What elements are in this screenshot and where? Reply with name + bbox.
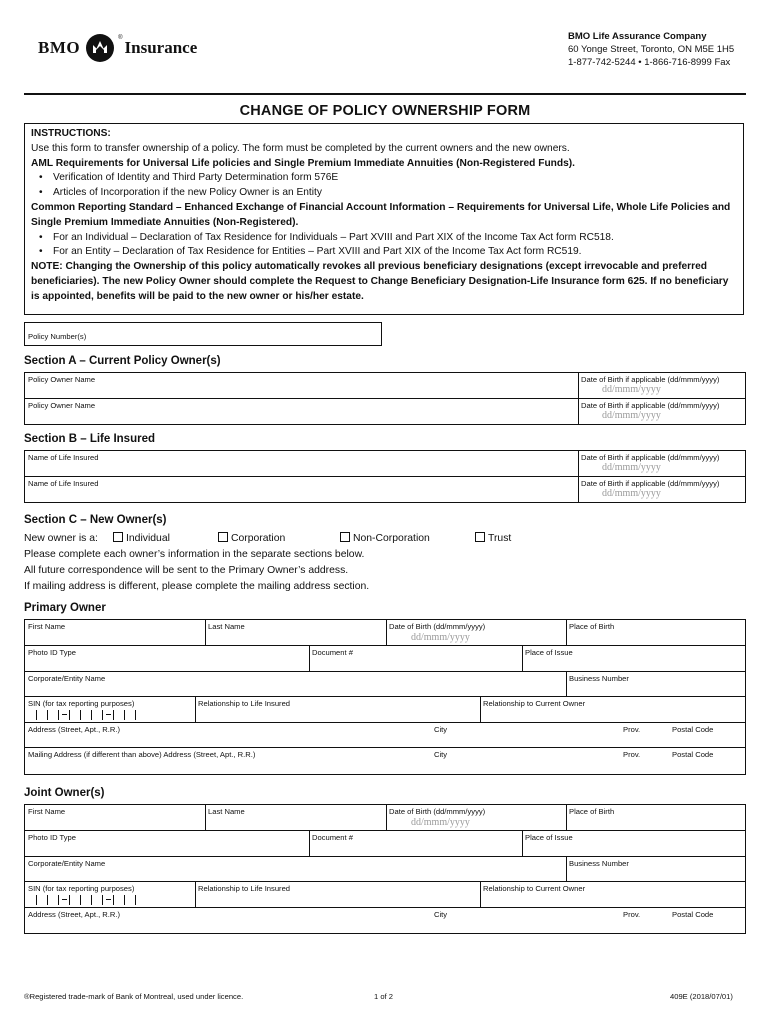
mailing-address-field[interactable]	[25, 748, 425, 762]
place-of-birth-field[interactable]	[566, 805, 745, 819]
postal-code-label: Postal Code	[672, 910, 714, 919]
dob-placeholder: dd/mmm/yyyy	[411, 817, 470, 828]
postal-code-field[interactable]	[669, 723, 745, 737]
option-non-corporation[interactable]	[340, 531, 430, 547]
primary-owner-table	[24, 619, 746, 775]
province-label: Prov.	[623, 910, 641, 919]
business-number-field[interactable]	[566, 857, 745, 871]
city-label: City	[434, 910, 448, 919]
section-b-heading: Section B – Life Insured	[24, 433, 155, 445]
crs-bullet: • For an Entity – Declaration of Tax Residence for Entities – Part XVIII and Part XIX of the Income Tax Act form RC519.	[31, 245, 737, 260]
last-name-field[interactable]	[205, 620, 386, 634]
instructions-box	[24, 123, 744, 315]
section-b-table	[24, 450, 746, 503]
life-insured-name-label: Name of Life Insured	[28, 479, 99, 488]
relationship-current-owner-field[interactable]	[480, 882, 745, 896]
sin-label: SIN (for tax reporting purposes)	[28, 699, 135, 708]
trust-label: Trust	[488, 533, 512, 544]
policy-owner-name-field[interactable]	[25, 399, 578, 424]
policy-number-label: Policy Number(s)	[28, 332, 87, 341]
address-label: Address (Street, Apt., R.R.)	[28, 910, 120, 919]
place-of-birth-label: Place of Birth	[569, 807, 615, 816]
place-of-issue-label: Place of Issue	[525, 833, 573, 842]
policy-owner-name-label: Policy Owner Name	[28, 401, 96, 410]
first-name-field[interactable]	[25, 620, 205, 634]
dob-placeholder: dd/mmm/yyyy	[411, 632, 470, 643]
province-label: Prov.	[623, 725, 641, 734]
section-c-note: All future correspondence will be sent to the Primary Owner’s address.	[24, 565, 349, 576]
document-number-field[interactable]	[309, 646, 522, 660]
postal-code-label: Postal Code	[672, 725, 714, 734]
new-owner-type-label: New owner is a:	[24, 533, 98, 544]
city-field[interactable]	[431, 908, 611, 922]
joint-owner-heading: Joint Owner(s)	[24, 787, 105, 799]
sin-field[interactable]	[25, 697, 195, 711]
city-label: City	[434, 725, 448, 734]
sin-field[interactable]	[25, 882, 195, 896]
photo-id-type-label: Photo ID Type	[28, 833, 76, 842]
company-info	[568, 30, 734, 69]
form-title: CHANGE OF POLICY OWNERSHIP FORM	[239, 103, 531, 119]
address-field[interactable]	[25, 908, 425, 922]
aml-heading: AML Requirements for Universal Life policies and Single Premium Immediate Annuities (Non-Registered Funds).	[31, 157, 575, 169]
city-label: City	[434, 750, 448, 759]
dob-label: Date of Birth if applicable (dd/mmm/yyyy)	[581, 401, 720, 410]
place-of-issue-label: Place of Issue	[525, 648, 573, 657]
city-field[interactable]	[431, 723, 611, 737]
dob-label: Date of Birth if applicable (dd/mmm/yyyy)	[581, 375, 720, 384]
instructions-intro: Use this form to transfer ownership of a policy. The form must be completed by the current owners and the new owners.	[31, 142, 570, 154]
document-number-label: Document #	[312, 648, 353, 657]
corporation-label: Corporation	[231, 533, 286, 544]
photo-id-type-field[interactable]	[25, 646, 309, 660]
last-name-field[interactable]	[205, 805, 386, 819]
dob-label: Date of Birth if applicable (dd/mmm/yyyy)	[581, 453, 720, 462]
corporate-entity-name-field[interactable]	[25, 672, 566, 686]
relationship-life-insured-label: Relationship to Life Insured	[198, 699, 291, 708]
title-rule	[24, 93, 746, 95]
photo-id-type-field[interactable]	[25, 831, 309, 845]
photo-id-type-label: Photo ID Type	[28, 648, 76, 657]
non-corporation-checkbox[interactable]	[340, 532, 350, 542]
logo-bmo-text: BMO	[38, 38, 81, 57]
place-of-birth-label: Place of Birth	[569, 622, 615, 631]
bmo-roundel-icon	[86, 34, 114, 62]
option-corporation[interactable]	[218, 531, 285, 547]
section-c-note: Please complete each owner’s information in the separate sections below.	[24, 549, 365, 560]
instructions-heading: INSTRUCTIONS:	[31, 128, 111, 139]
registered-mark: ®	[118, 35, 123, 41]
relationship-current-owner-field[interactable]	[480, 697, 745, 711]
relationship-current-owner-label: Relationship to Current Owner	[483, 884, 586, 893]
document-number-label: Document #	[312, 833, 353, 842]
non-corporation-label: Non-Corporation	[353, 533, 430, 544]
corporate-entity-name-label: Corporate/Entity Name	[28, 674, 106, 683]
address-label: Address (Street, Apt., R.R.)	[28, 725, 120, 734]
page-number: 1 of 2	[374, 992, 393, 1001]
place-of-birth-field[interactable]	[566, 620, 745, 634]
document-number-field[interactable]	[309, 831, 522, 845]
company-phone-fax: 1-877-742-5244 • 1-866-716-8999 Fax	[568, 57, 731, 68]
sin-digit-boxes[interactable]	[36, 710, 146, 720]
individual-checkbox[interactable]	[113, 532, 123, 542]
relationship-life-insured-field[interactable]	[195, 882, 480, 896]
sin-label: SIN (for tax reporting purposes)	[28, 884, 135, 893]
mailing-city-field[interactable]	[431, 748, 611, 762]
life-insured-name-label: Name of Life Insured	[28, 453, 99, 462]
individual-label: Individual	[126, 533, 170, 544]
dob-placeholder: dd/mmm/yyyy	[602, 410, 661, 421]
last-name-label: Last Name	[208, 622, 245, 631]
mailing-province-field[interactable]	[620, 748, 670, 762]
trust-checkbox[interactable]	[475, 532, 485, 542]
province-field[interactable]	[620, 908, 670, 922]
dob-label: Date of Birth (dd/mmm/yyyy)	[389, 807, 486, 816]
dob-placeholder: dd/mmm/yyyy	[602, 488, 661, 499]
first-name-label: First Name	[28, 622, 66, 631]
logo-insurance-text: Insurance	[124, 38, 198, 57]
postal-code-field[interactable]	[669, 908, 745, 922]
province-label: Prov.	[623, 750, 641, 759]
first-name-label: First Name	[28, 807, 66, 816]
place-of-issue-field[interactable]	[522, 646, 745, 660]
section-c-note: If mailing address is different, please complete the mailing address section.	[24, 581, 370, 592]
corporation-checkbox[interactable]	[218, 532, 228, 542]
sin-digit-boxes[interactable]	[36, 895, 146, 905]
beneficiary-note: NOTE: Changing the Ownership of this policy automatically revokes all previous beneficiary designations (except irrevocable and preferred beneficiaries). The new Policy Owner should complete the Request to Change Beneficiary Designation-Life Insurance form 625. If no beneficiary is appointed, benefits will be paid to the new owner or his/her estate.	[31, 261, 729, 302]
postal-code-label: Postal Code	[672, 750, 714, 759]
life-insured-name-field[interactable]	[25, 451, 578, 476]
crs-bullet: • For an Individual – Declaration of Tax Residence for Individuals – Part XVIII and Part XIX of the Income Tax Act form RC518.	[31, 231, 737, 246]
form-id: 409E (2018/07/01)	[670, 992, 733, 1001]
aml-bullet: • Articles of Incorporation if the new Policy Owner is an Entity	[31, 186, 737, 201]
policy-number-field[interactable]	[24, 322, 382, 346]
joint-owner-table	[24, 804, 746, 934]
place-of-issue-field[interactable]	[522, 831, 745, 845]
last-name-label: Last Name	[208, 807, 245, 816]
section-a-table	[24, 372, 746, 425]
trademark-notice: ®Registered trade-mark of Bank of Montreal, used under licence.	[24, 992, 244, 1001]
option-trust[interactable]	[475, 531, 511, 547]
mailing-address-label: Mailing Address (if different than above) Address (Street, Apt., R.R.)	[28, 750, 256, 759]
address-field[interactable]	[25, 723, 425, 737]
first-name-field[interactable]	[25, 805, 205, 819]
mailing-postal-code-field[interactable]	[669, 748, 745, 762]
section-c-heading: Section C – New Owner(s)	[24, 514, 167, 526]
primary-owner-heading: Primary Owner	[24, 602, 106, 614]
dob-label: Date of Birth (dd/mmm/yyyy)	[389, 622, 486, 631]
dob-placeholder: dd/mmm/yyyy	[602, 384, 661, 395]
relationship-current-owner-label: Relationship to Current Owner	[483, 699, 586, 708]
policy-owner-name-label: Policy Owner Name	[28, 375, 96, 384]
relationship-life-insured-label: Relationship to Life Insured	[198, 884, 291, 893]
company-name: BMO Life Assurance Company	[568, 31, 707, 42]
crs-heading: Common Reporting Standard – Enhanced Exchange of Financial Account Information – Requirements for Universal Life, Whole Life Policies and Single Premium Immediate Annuities (Non-Registered).	[31, 201, 731, 228]
business-number-label: Business Number	[569, 674, 629, 683]
business-number-field[interactable]	[566, 672, 745, 686]
dob-label: Date of Birth if applicable (dd/mmm/yyyy)	[581, 479, 720, 488]
policy-owner-name-field[interactable]	[25, 373, 578, 398]
dob-placeholder: dd/mmm/yyyy	[602, 462, 661, 473]
bmo-insurance-logo	[38, 32, 197, 64]
corporate-entity-name-field[interactable]	[25, 857, 566, 871]
aml-bullet: • Verification of Identity and Third Party Determination form 576E	[31, 171, 737, 186]
province-field[interactable]	[620, 723, 670, 737]
life-insured-name-field[interactable]	[25, 477, 578, 502]
section-a-heading: Section A – Current Policy Owner(s)	[24, 355, 221, 367]
corporate-entity-name-label: Corporate/Entity Name	[28, 859, 106, 868]
option-individual[interactable]	[113, 531, 170, 547]
company-address: 60 Yonge Street, Toronto, ON M5E 1H5	[568, 44, 735, 55]
relationship-life-insured-field[interactable]	[195, 697, 480, 711]
business-number-label: Business Number	[569, 859, 629, 868]
